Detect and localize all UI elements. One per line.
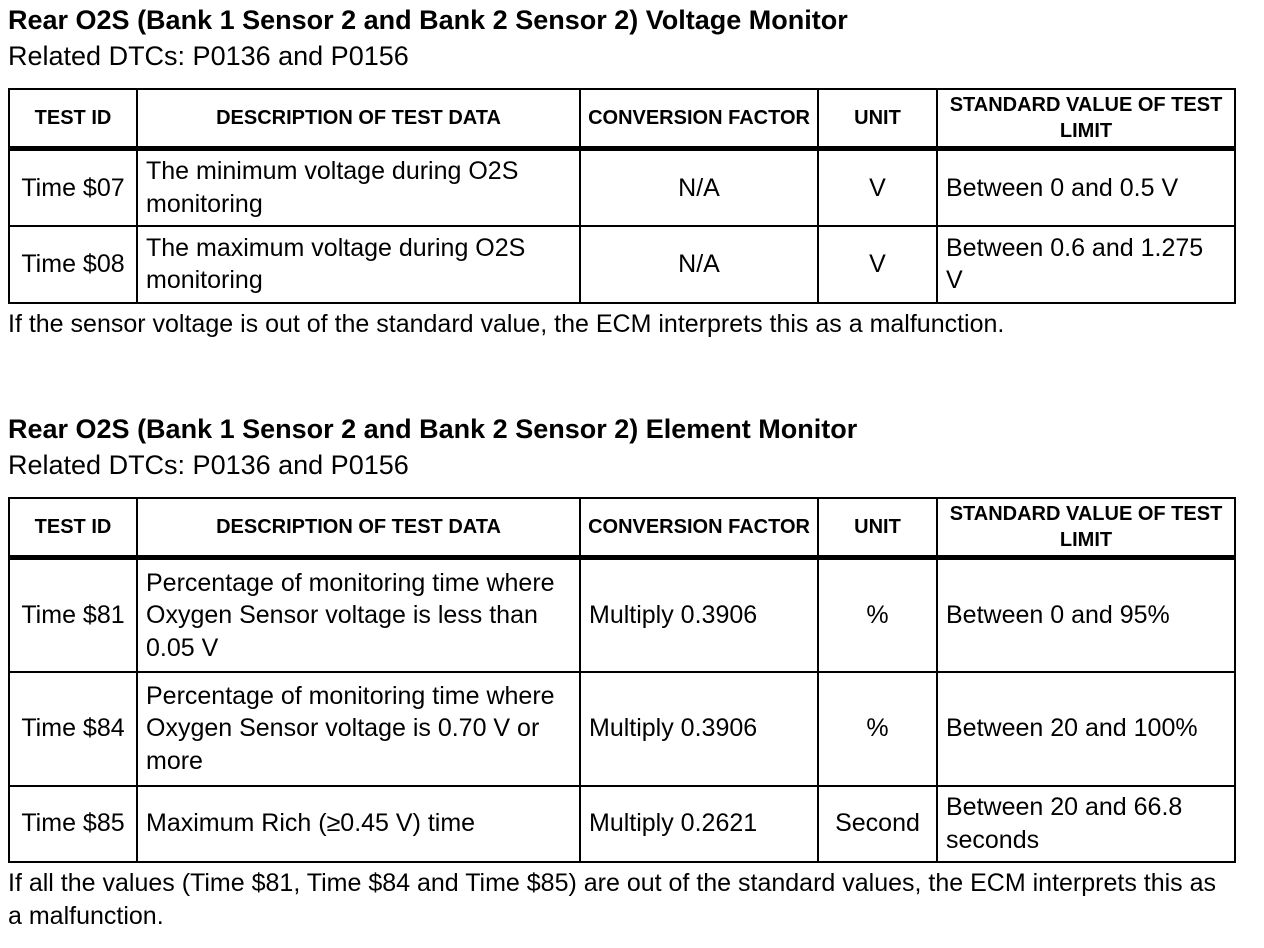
table-row [9, 149, 1235, 226]
header-description: DESCRIPTION OF TEST DATA [137, 89, 580, 149]
element-monitor-section [8, 411, 1234, 933]
malfunction-note: If all the values (Time $81, Time $84 and Time $85) are out of the standard values, the ECM interprets this as a malfunction. [8, 868, 1217, 930]
limit-cell: Between 0 and 0.5 V [937, 149, 1235, 226]
factor-cell: Multiply 0.2621 [580, 786, 818, 862]
malfunction-note: If the sensor voltage is out of the standard value, the ECM interprets this as a malfunction. [8, 309, 1005, 338]
description-cell: The minimum voltage during O2S monitoring [137, 149, 580, 226]
voltage-monitor-section [8, 2, 1234, 341]
header-unit: UNIT [818, 498, 937, 558]
unit-cell: V [818, 149, 937, 226]
header-conversion-factor: CONVERSION FACTOR [580, 89, 818, 149]
table-row [9, 672, 1235, 786]
description-cell: Percentage of monitoring time where Oxygen Sensor voltage is less than 0.05 V [137, 558, 580, 672]
test-id-cell: Time $84 [9, 672, 137, 786]
test-id-cell: Time $08 [9, 226, 137, 303]
factor-cell: N/A [580, 149, 818, 226]
table-header-row [9, 89, 1235, 149]
test-id-cell: Time $07 [9, 149, 137, 226]
section-title: Rear O2S (Bank 1 Sensor 2 and Bank 2 Sensor 2) Element Monitor [8, 414, 858, 444]
unit-cell: V [818, 226, 937, 303]
limit-cell: Between 0.6 and 1.275 V [937, 226, 1235, 303]
unit-cell: % [818, 558, 937, 672]
factor-cell: N/A [580, 226, 818, 303]
unit-cell: Second [818, 786, 937, 862]
table-row [9, 558, 1235, 672]
related-dtcs: Related DTCs: P0136 and P0156 [8, 41, 409, 71]
factor-cell: Multiply 0.3906 [580, 558, 818, 672]
test-id-cell: Time $81 [9, 558, 137, 672]
header-description: DESCRIPTION OF TEST DATA [137, 498, 580, 558]
test-data-table [8, 497, 1236, 863]
header-test-id: TEST ID [9, 498, 137, 558]
test-id-cell: Time $85 [9, 786, 137, 862]
limit-cell: Between 0 and 95% [937, 558, 1235, 672]
header-standard-value: STANDARD VALUE OF TEST LIMIT [937, 89, 1235, 149]
header-unit: UNIT [818, 89, 937, 149]
header-test-id: TEST ID [9, 89, 137, 149]
section-title: Rear O2S (Bank 1 Sensor 2 and Bank 2 Sensor 2) Voltage Monitor [8, 5, 848, 35]
unit-cell: % [818, 672, 937, 786]
table-row [9, 786, 1235, 862]
description-cell: The maximum voltage during O2S monitoring [137, 226, 580, 303]
factor-cell: Multiply 0.3906 [580, 672, 818, 786]
related-dtcs: Related DTCs: P0136 and P0156 [8, 450, 409, 480]
description-cell: Percentage of monitoring time where Oxygen Sensor voltage is 0.70 V or more [137, 672, 580, 786]
limit-cell: Between 20 and 100% [937, 672, 1235, 786]
description-cell: Maximum Rich (≥0.45 V) time [137, 786, 580, 862]
header-conversion-factor: CONVERSION FACTOR [580, 498, 818, 558]
table-header-row [9, 498, 1235, 558]
limit-cell: Between 20 and 66.8 seconds [937, 786, 1235, 862]
test-data-table [8, 88, 1236, 304]
header-standard-value: STANDARD VALUE OF TEST LIMIT [937, 498, 1235, 558]
table-row [9, 226, 1235, 303]
